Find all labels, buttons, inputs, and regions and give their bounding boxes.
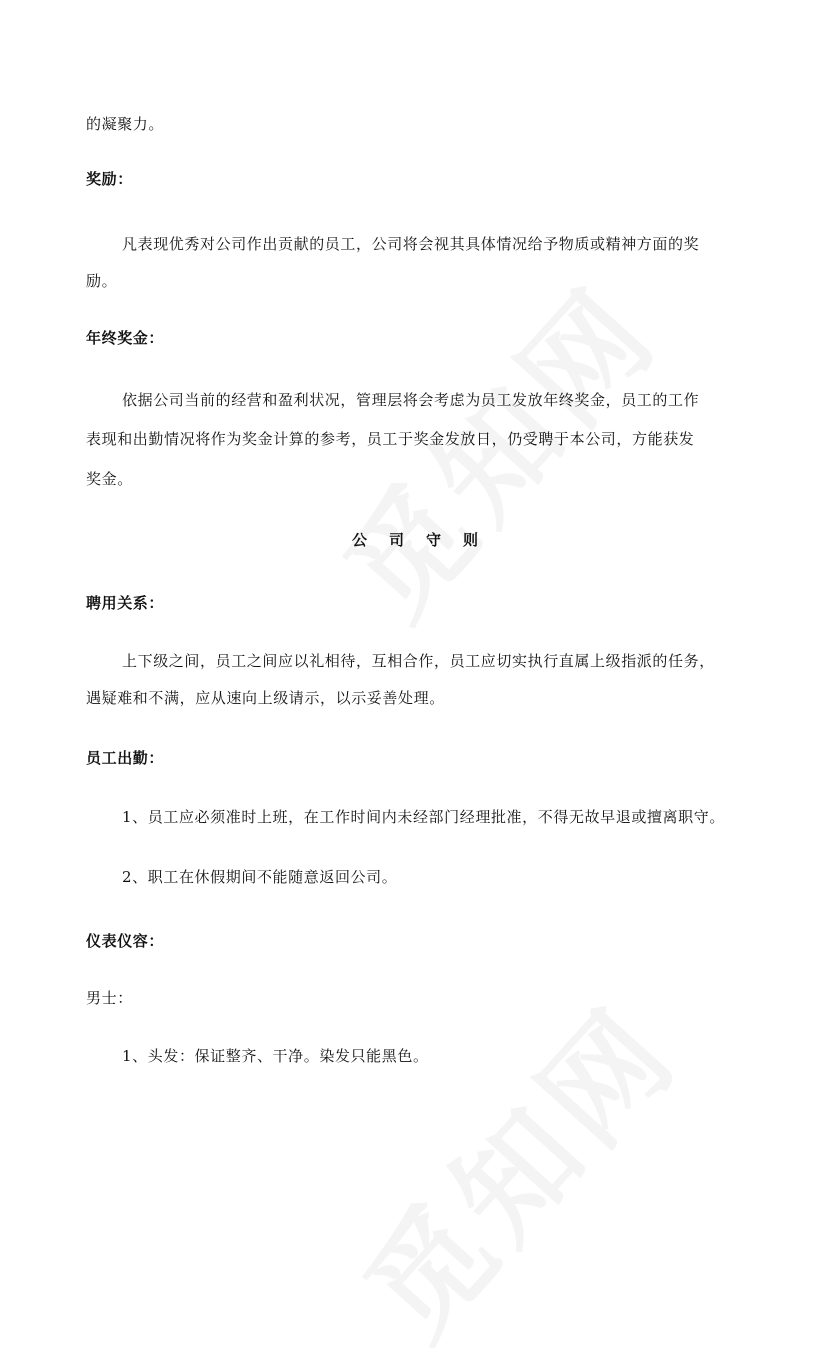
text-line: 2、职工在休假期间不能随意返回公司。 (122, 868, 398, 886)
heading-attendance: 员工出勤： (86, 749, 165, 767)
text-line: 1、员工应必须准时上班，在工作时间内未经部门经理批准，不得无故早退或擅离职守。 (122, 808, 725, 826)
heading-year-bonus: 年终奖金： (86, 329, 165, 347)
heading-appearance: 仪表仪容： (86, 932, 165, 950)
text-line: 男士： (86, 989, 133, 1007)
text-line: 上下级之间，员工之间应以礼相待，互相合作，员工应切实执行直属上级指派的任务， (122, 652, 715, 670)
heading-reward: 奖励： (86, 170, 133, 188)
section-title: 公司守则 (351, 531, 500, 549)
heading-employment: 聘用关系： (86, 594, 165, 612)
text-line: 凡表现优秀对公司作出贡献的员工，公司将会视其具体情况给予物质或精神方面的奖 (122, 235, 700, 253)
watermark-lower (321, 964, 710, 1368)
text-line: 的凝聚力。 (86, 115, 165, 133)
text-line: 表现和出勤情况将作为奖金计算的参考，员工于奖金发放日，仍受聘于本公司，方能获发 (86, 430, 695, 448)
text-line: 励。 (86, 272, 118, 290)
text-line: 依据公司当前的经营和盈利状况，管理层将会考虑为员工发放年终奖金，员工的工作 (122, 391, 700, 409)
text-line: 遇疑难和不满，应从速向上级请示，以示妥善处理。 (86, 689, 445, 707)
text-line: 1、头发：保证整齐、干净。染发只能黑色。 (122, 1047, 429, 1065)
text-line: 奖金。 (86, 470, 133, 488)
